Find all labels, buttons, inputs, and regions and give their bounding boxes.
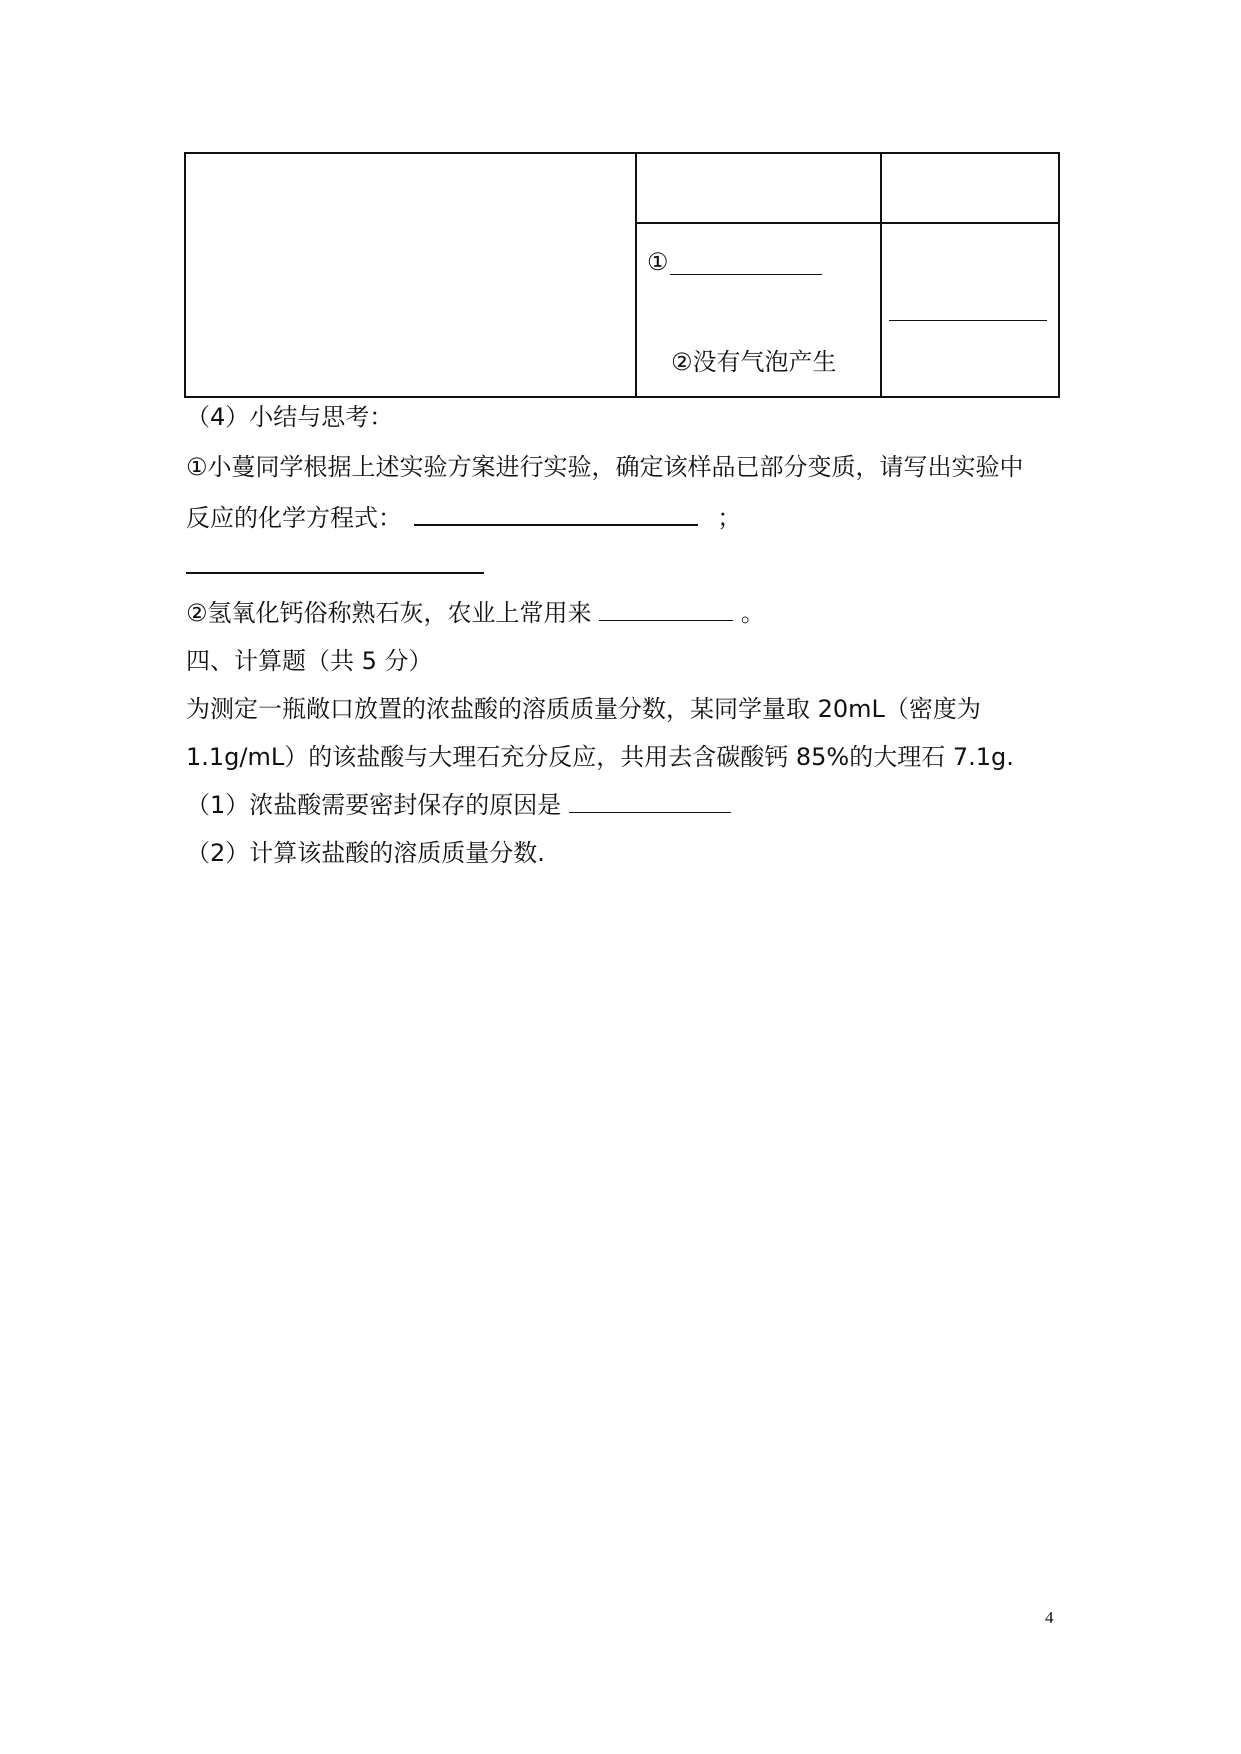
summary-question-1-line-1: ①小蔓同学根据上述实验方案进行实验，确定该样品已部分变质，请写出实验中: [186, 453, 1024, 481]
section-4-intro-line-2: 1.1g/mL）的该盐酸与大理石充分反应，共用去含碳酸钙 85%的大理石 7.1g.: [186, 743, 1014, 771]
table-cell-phenomenon: [636, 223, 881, 397]
summary-question-1-prefix: 反应的化学方程式：: [186, 504, 402, 532]
equation-blank-1[interactable]: [414, 502, 698, 526]
reason-blank[interactable]: [569, 790, 731, 813]
observation-2-text: ②没有气泡产生: [671, 348, 837, 376]
page-number: 4: [1045, 1608, 1054, 1627]
experiment-table: [184, 152, 1060, 398]
summary-question-1-suffix: ；: [717, 504, 742, 532]
table-row: [185, 153, 1059, 223]
section-4-question-1: [186, 790, 731, 820]
table-cell-phenomenon-top: [636, 153, 881, 223]
summary-question-2-prefix: ②氢氧化钙俗称熟石灰，农业上常用来: [186, 599, 592, 627]
conclusion-blank[interactable]: [889, 320, 1047, 321]
section-4-intro-line-1: 为测定一瓶敞口放置的浓盐酸的溶质质量分数，某同学量取 20mL（密度为: [186, 695, 981, 723]
observation-1-blank[interactable]: [670, 274, 822, 275]
table-cell-procedure: [185, 153, 636, 397]
usage-blank[interactable]: [599, 598, 733, 621]
table-cell-conclusion-top: [881, 153, 1059, 223]
section-4-question-1-text: （1）浓盐酸需要密封保存的原因是: [186, 791, 562, 819]
section-4-heading: 四、计算题（共 5 分）: [186, 647, 433, 675]
equation-blank-2[interactable]: [186, 572, 484, 574]
table-cell-conclusion: [881, 223, 1059, 397]
summary-question-2: [186, 598, 765, 628]
summary-question-2-suffix: 。: [740, 599, 765, 627]
observation-1-marker: ①: [647, 248, 669, 276]
summary-heading: （4）小结与思考：: [186, 403, 394, 431]
summary-question-1-line-2: [186, 502, 741, 533]
section-4-question-2: （2）计算该盐酸的溶质质量分数.: [186, 839, 545, 867]
